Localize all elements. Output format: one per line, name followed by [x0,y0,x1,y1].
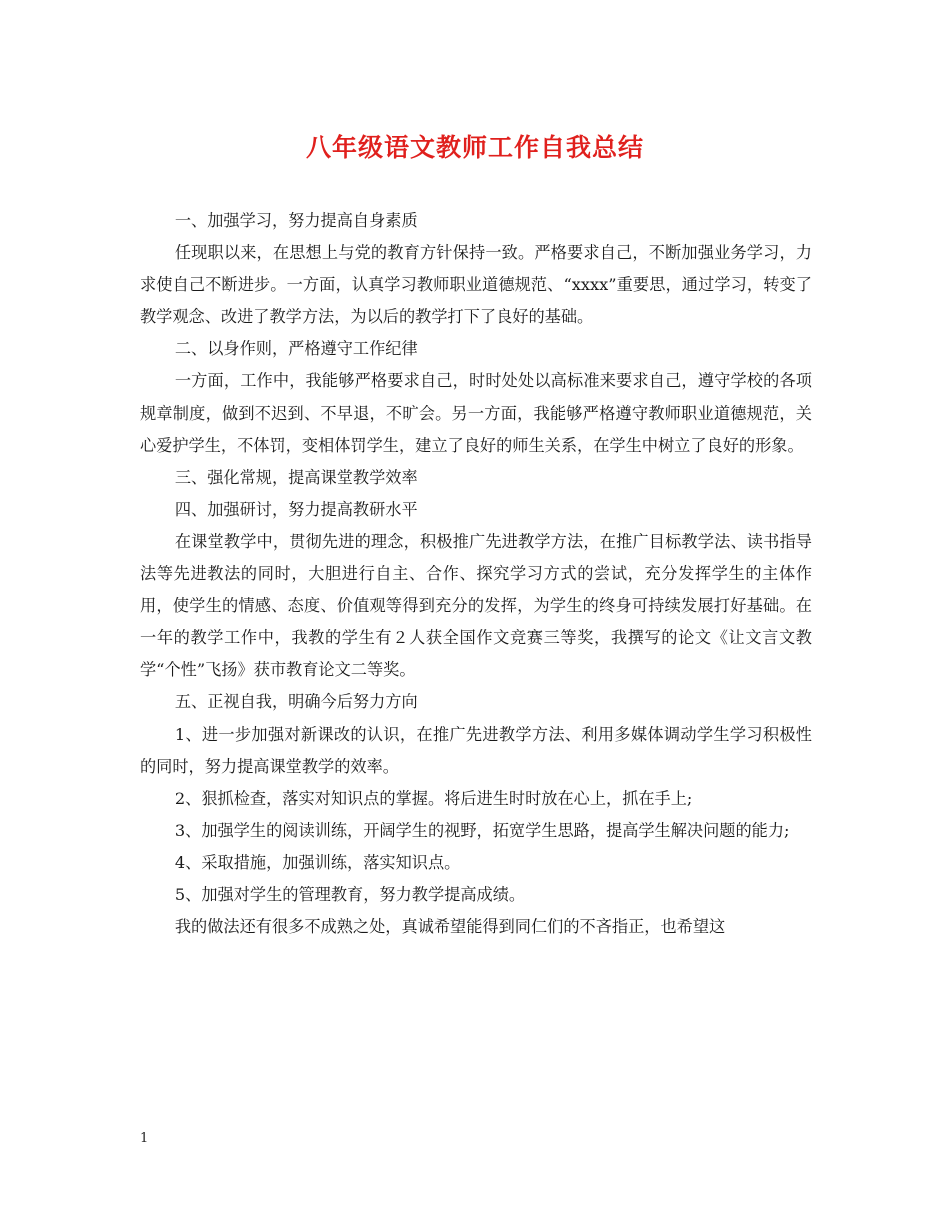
body-paragraph: 任现职以来，在思想上与党的教育方针保持一致。严格要求自己，不断加强业务学习，力求使自己不断进步。一方面，认真学习教师职业道德规范、“xxxx”重要思，通过学习，转变了教学观念、改进了教学方法，为以后的教学打下了良好的基础。 [140,243,812,327]
document-title: 八年级语文教师工作自我总结 [305,133,644,162]
list-item: 5、加强对学生的管理教育，努力教学提高成绩。 [174,884,526,904]
section-heading-1: 一、加强学习，努力提高自身素质 [174,211,418,230]
section-heading-4: 四、加强研讨，努力提高教研水平 [174,499,418,519]
body-paragraph: 一方面，工作中，我能够严格要求自己，时时处处以高标准来要求自己，遵守学校的各项规章制度，做到不迟到、不早退，不旷会。另一方面，我能够严格遵守教师职业道德规范，关心爱护学生，不体罚，变相体罚学生，建立了良好的师生关系，在学生中树立了良好的形象。 [140,371,812,455]
section-heading-3: 三、强化常规，提高课堂教学效率 [174,467,418,487]
list-item: 4、采取措施，加强训练，落实知识点。 [174,852,461,872]
list-item: 3、加强学生的阅读训练，开阔学生的视野，拓宽学生思路，提高学生解决问题的能力; [174,820,790,840]
section-heading-5: 五、正视自我，明确今后努力方向 [174,692,418,712]
list-item: 2、狠抓检查，落实对知识点的掌握。将后进生时时放在心上，抓在手上; [174,788,693,808]
section-heading-2: 二、以身作则，严格遵守工作纪律 [174,339,418,359]
page-number: 1 [140,1131,149,1146]
body-paragraph: 在课堂教学中，贯彻先进的理念，积极推广先进教学方法，在推广目标教学法、读书指导法等先进教法的同时，大胆进行自主、合作、探究学习方式的尝试，充分发挥学生的主体作用，使学生的情感、态度、价值观等得到充分的发挥，为学生的终身可持续发展打好基础。在一年的教学工作中，我教的学生有２人获全国作文竞赛三等奖，我撰写的论文《让文言文教学“个性”飞扬》获市教育论文二等奖。 [140,531,812,680]
body-paragraph: 我的做法还有很多不成熟之处，真诚希望能得到同仁们的不吝指正，也希望这 [174,917,726,937]
document-body [140,205,812,943]
list-item: 1、进一步加强对新课改的认识，在推广先进教学方法、利用多媒体调动学生学习积极性的同时，努力提高课堂教学的效率。 [140,724,812,776]
